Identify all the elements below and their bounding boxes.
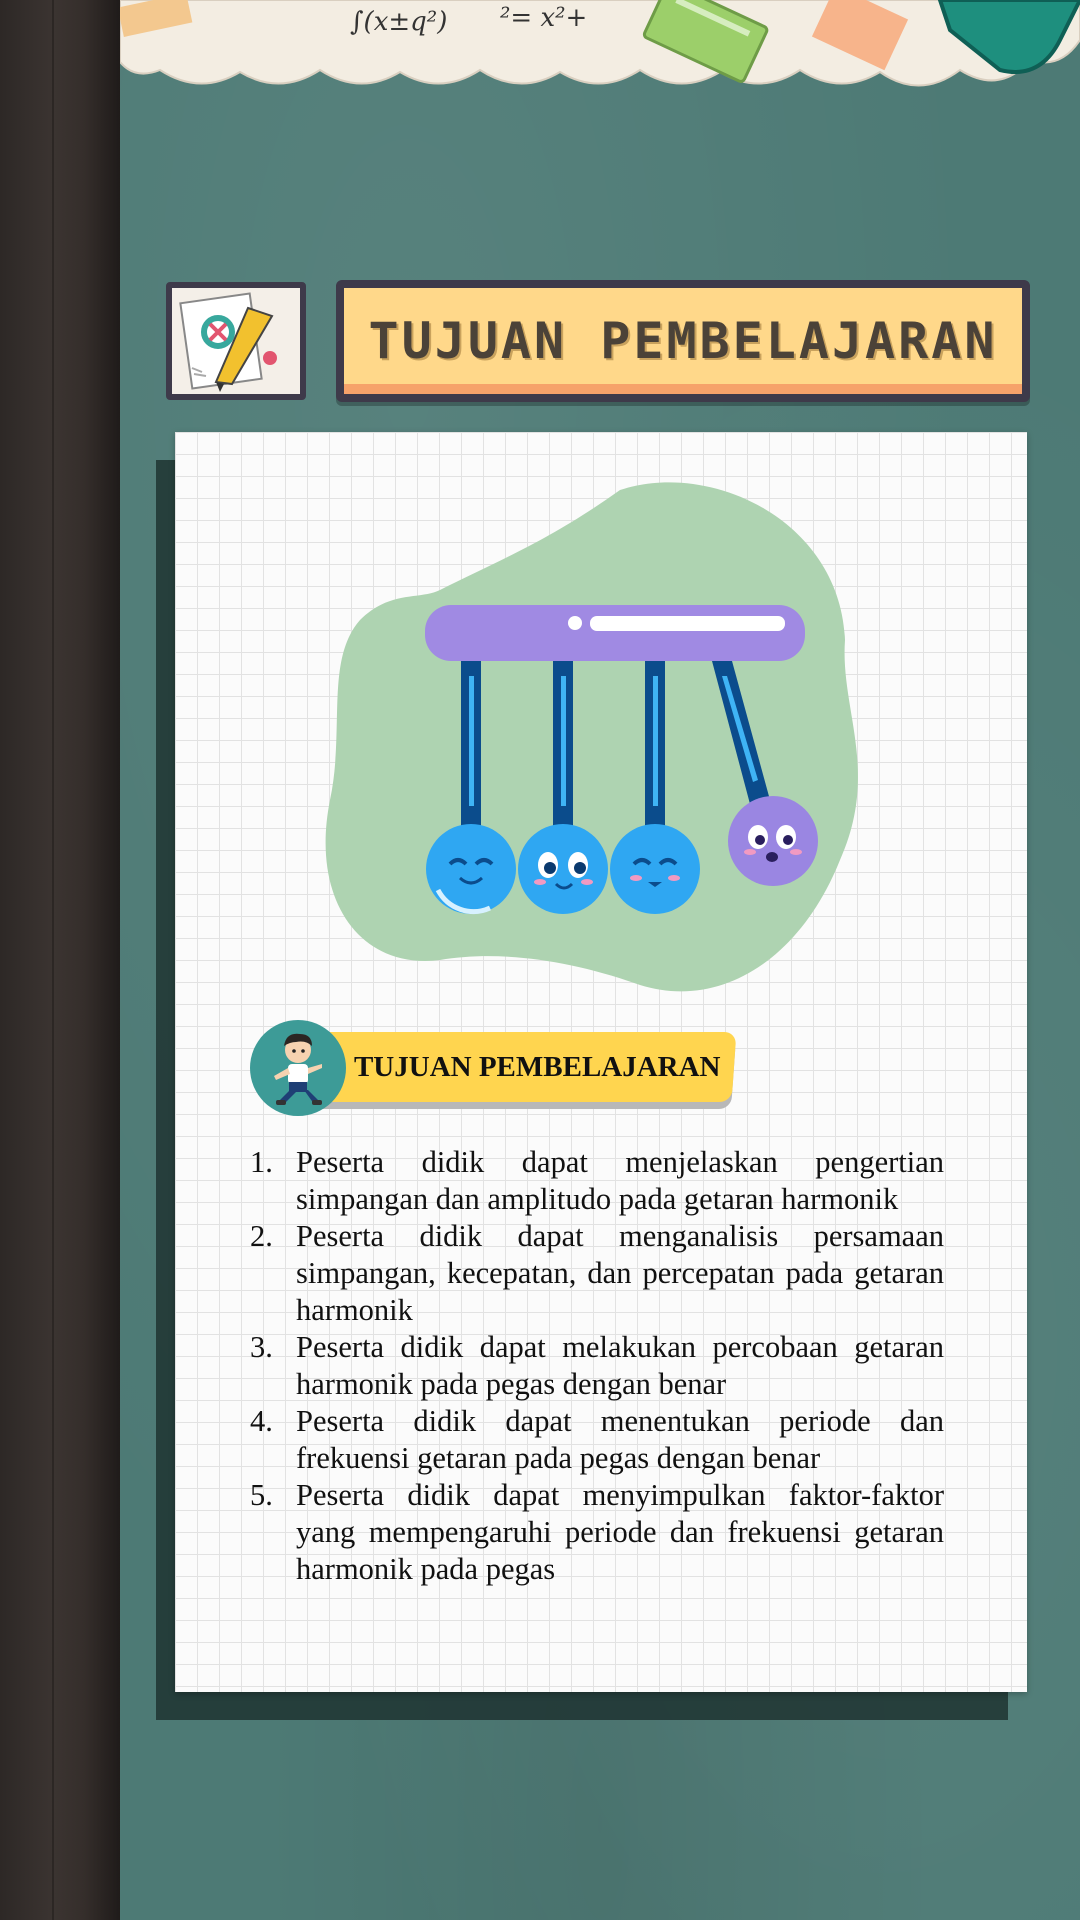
running-student-avatar — [250, 1020, 346, 1116]
board-frame-left — [0, 0, 120, 1920]
formula-text-2: ²= x²+ — [500, 3, 588, 33]
list-item — [250, 1477, 944, 1588]
section-subtitle-badge — [290, 1032, 737, 1102]
list-item — [250, 1218, 944, 1329]
page-title: TUJUAN PEMBELAJARAN — [368, 312, 998, 370]
list-number: 1. — [250, 1145, 273, 1179]
list-text: Peserta didik dapat melakukan percobaan getaran harmonik pada pegas dengan benar — [296, 1330, 944, 1401]
list-item — [250, 1329, 944, 1403]
formula-text: ∫(x±q²) — [350, 7, 448, 37]
list-text: Peserta didik dapat menyimpulkan faktor-faktor yang mempengaruhi periode dan frekuensi getaran harmonik pada pegas — [296, 1478, 944, 1586]
list-item — [250, 1403, 944, 1477]
pendulum-ball-2 — [518, 824, 608, 914]
pendulum-ball-4 — [728, 796, 818, 886]
section-subtitle: TUJUAN PEMBELAJARAN — [354, 1050, 721, 1083]
list-number: 2. — [250, 1219, 273, 1253]
pendulum-ball-1 — [426, 824, 516, 914]
list-text: Peserta didik dapat menentukan periode dan frekuensi getaran pada pegas dengan benar — [296, 1404, 944, 1475]
blob-background — [326, 482, 858, 991]
list-text: Peserta didik dapat menganalisis persamaan simpangan, kecepatan, dan percepatan pada getaran harmonik — [296, 1219, 944, 1327]
worksheet-pencil-icon — [166, 282, 306, 400]
learning-goals-list — [250, 1144, 944, 1588]
list-text: Peserta didik dapat menjelaskan pengertian simpangan dan amplitudo pada getaran harmonik — [296, 1145, 944, 1216]
newtons-cradle-illustration — [320, 480, 860, 1000]
top-decoration — [120, 0, 1080, 110]
cradle-bar — [425, 605, 805, 661]
list-item — [250, 1144, 944, 1218]
list-number: 4. — [250, 1404, 273, 1438]
header-banner — [336, 280, 1030, 402]
list-number: 3. — [250, 1330, 273, 1364]
list-number: 5. — [250, 1478, 273, 1512]
pendulum-ball-3 — [610, 824, 700, 914]
